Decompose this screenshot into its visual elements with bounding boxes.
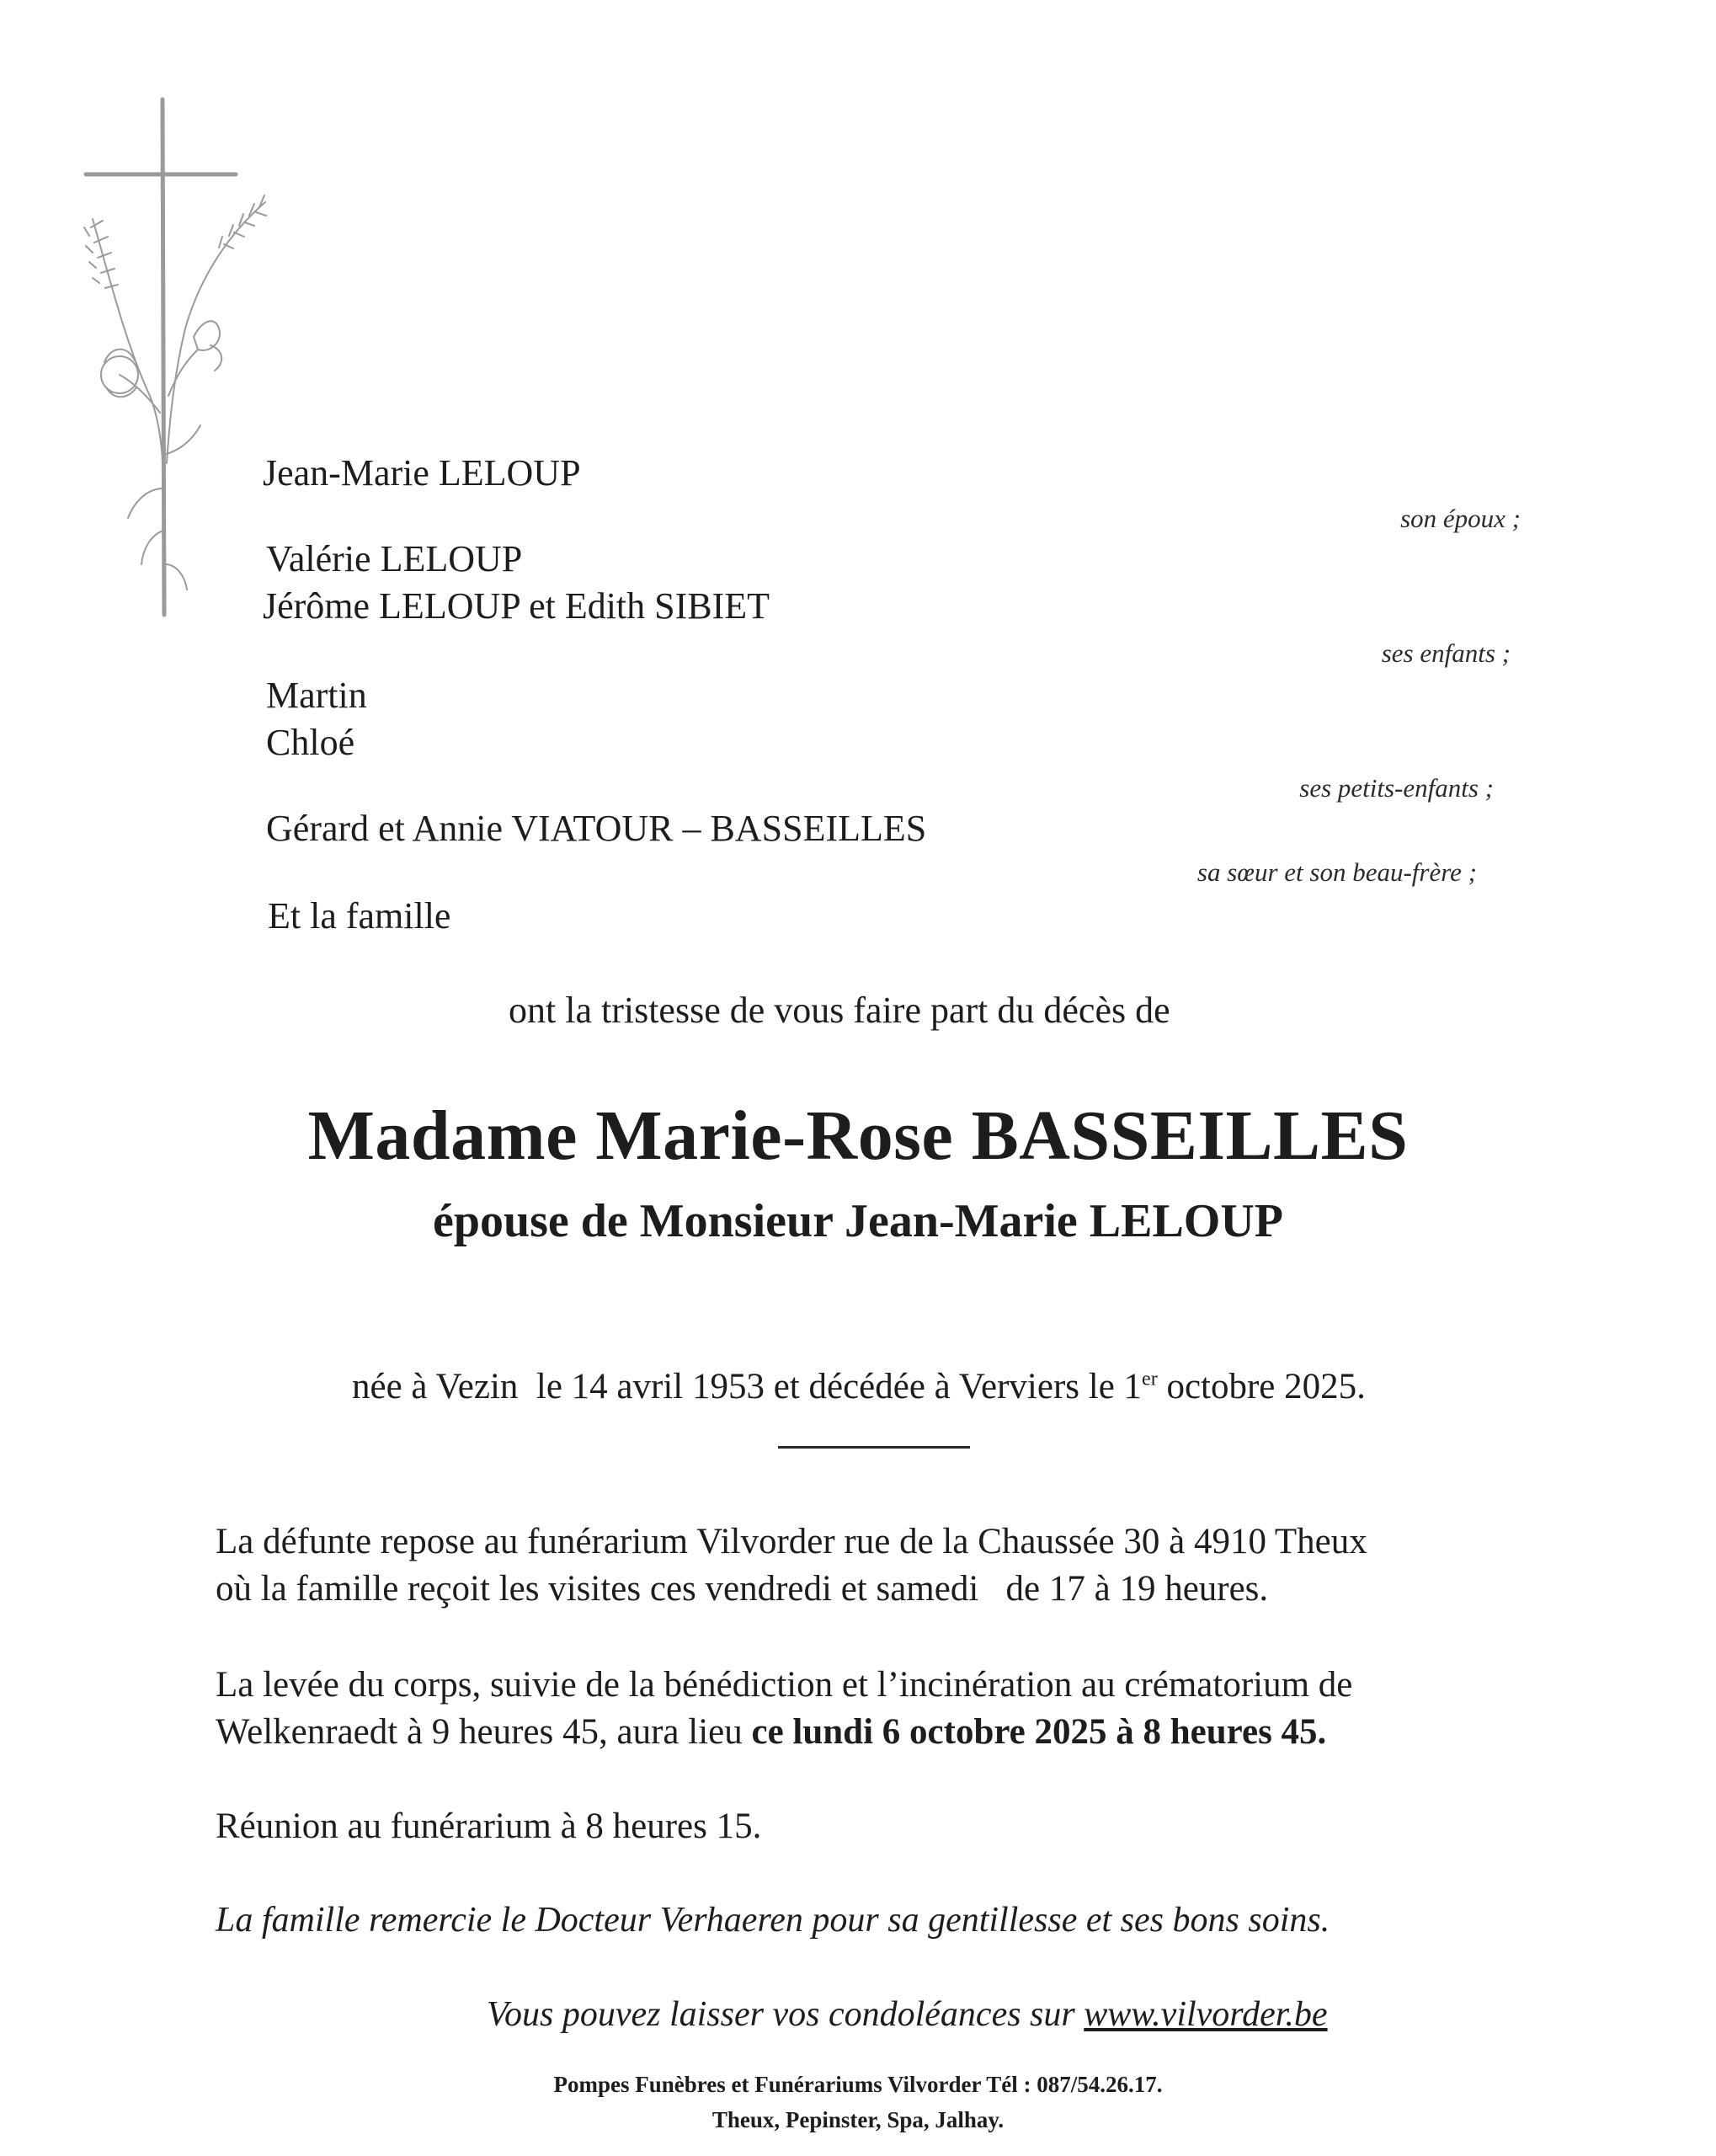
sibling-names: Gérard et Annie VIATOUR – BASSEILLES: [266, 808, 927, 849]
footer-line-2: Theux, Pepinster, Spa, Jalhay.: [711, 2107, 1005, 2132]
announcement-intro: ont la tristesse de vous faire part du décès de: [509, 990, 1170, 1031]
grandchild-name-1: Martin: [266, 675, 367, 716]
husband-role: son époux ;: [1400, 504, 1521, 533]
levee-line-1: La levée du corps, suivie de la bénédiction et l’incinération au crématorium de: [216, 1665, 1353, 1705]
family-line: Et la famille: [268, 895, 451, 937]
cross-wheat-ornament: [76, 93, 286, 632]
footer-line-1: Pompes Funèbres et Funérariums Vilvorder Tél : 087/54.26.17.: [553, 2072, 1163, 2097]
vilvorder-link[interactable]: www.vilvorder.be: [1084, 1995, 1328, 2034]
child-name-1: Valérie LELOUP: [266, 538, 523, 579]
spouse-line: épouse de Monsieur Jean-Marie LELOUP: [432, 1195, 1284, 1247]
condolences-line: Vous pouvez laisser vos condoléances sur www.vilvorder.be: [487, 1995, 1328, 2034]
grandchildren-role: ses petits-enfants ;: [1299, 773, 1494, 803]
repose-line-2: où la famille reçoit les visites ces vendredi et samedi de 17 à 19 heures.: [216, 1569, 1269, 1609]
birth-death-dates: née à Vezin le 14 avril 1953 et décédée à Verviers le 1er octobre 2025.: [352, 1367, 1366, 1406]
sibling-role: sa sœur et son beau-frère ;: [1196, 857, 1477, 887]
husband-name: Jean-Marie LELOUP: [263, 452, 581, 494]
thanks-line: La famille remercie le Docteur Verhaeren pour sa gentillesse et ses bons soins.: [216, 1901, 1330, 1940]
levee-line-2: Welkenraedt à 9 heures 45, aura lieu ce lundi 6 octobre 2025 à 8 heures 45.: [216, 1712, 1327, 1752]
repose-line-1: La défunte repose au funérarium Vilvorder rue de la Chaussée 30 à 4910 Theux: [216, 1522, 1367, 1561]
children-role: ses enfants ;: [1381, 638, 1511, 668]
grandchild-name-2: Chloé: [266, 722, 355, 763]
separator-line: [778, 1446, 970, 1449]
ceremony-date: ce lundi 6 octobre 2025 à 8 heures 45.: [751, 1712, 1327, 1752]
reunion-line: Réunion au funérarium à 8 heures 15.: [216, 1806, 762, 1846]
deceased-name: Madame Marie-Rose BASSEILLES: [307, 1097, 1409, 1175]
child-name-2: Jérôme LELOUP et Edith SIBIET: [263, 585, 770, 627]
